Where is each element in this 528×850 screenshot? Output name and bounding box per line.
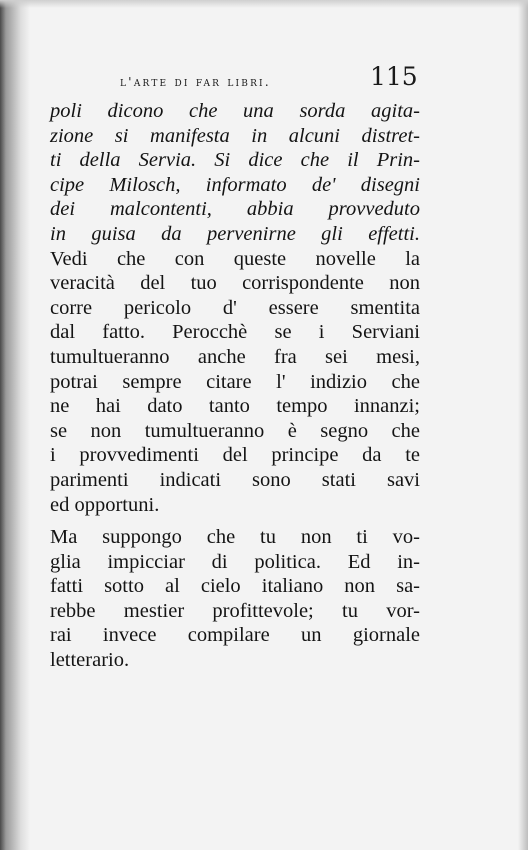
text-line: rai invece compilare un giornale [50, 624, 420, 647]
paragraph-gap [50, 517, 420, 525]
page-top-shadow [0, 0, 528, 8]
text-line: dal fatto. Perocchè se i Serviani [50, 321, 420, 344]
text-line: letterario. [50, 649, 130, 672]
page-edge-shadow [518, 0, 528, 850]
text-line: ne hai dato tanto tempo innanzi; [50, 395, 420, 418]
paragraph [50, 525, 420, 673]
text-line: veracità del tuo corrispondente non [50, 272, 420, 295]
text-line: fatti sotto al cielo italiano non sa- [50, 575, 420, 598]
paragraph [50, 99, 420, 517]
text-line: in guisa da pervenirne gli effetti. [50, 222, 420, 245]
text-line: Ma suppongo che tu non ti vo- [50, 526, 420, 549]
body-text [50, 99, 420, 673]
running-head: l'arte di far libri. [120, 74, 271, 89]
text-line: tumultueranno anche fra sei mesi, [50, 345, 420, 368]
text-line: corre pericolo d' essere smentita [50, 296, 420, 319]
text-line: zione si manifesta in alcuni distret- [50, 124, 420, 147]
page-gutter-shadow [0, 0, 30, 850]
page-number: 115 [370, 62, 418, 91]
text-line: i provvedimenti del principe da te [50, 444, 420, 467]
text-line: poli dicono che una sorda agita- [50, 100, 420, 122]
text-line: cipe Milosch, informato de' disegni [50, 173, 420, 196]
text-line: Vedi che con queste novelle la [50, 247, 420, 270]
text-line: parimenti indicati sono stati savi [50, 468, 420, 491]
text-line: glia impicciar di politica. Ed in- [50, 550, 420, 573]
text-line: ed opportuni. [50, 493, 160, 516]
text-line: dei malcontenti, abbia provveduto [50, 198, 420, 221]
text-line: ti della Servia. Si dice che il Prin- [50, 149, 420, 172]
text-line: potrai sempre citare l' indizio che [50, 370, 420, 393]
text-line: se non tumultueranno è segno che [50, 419, 420, 442]
text-line: rebbe mestier profittevole; tu vor- [50, 599, 420, 622]
